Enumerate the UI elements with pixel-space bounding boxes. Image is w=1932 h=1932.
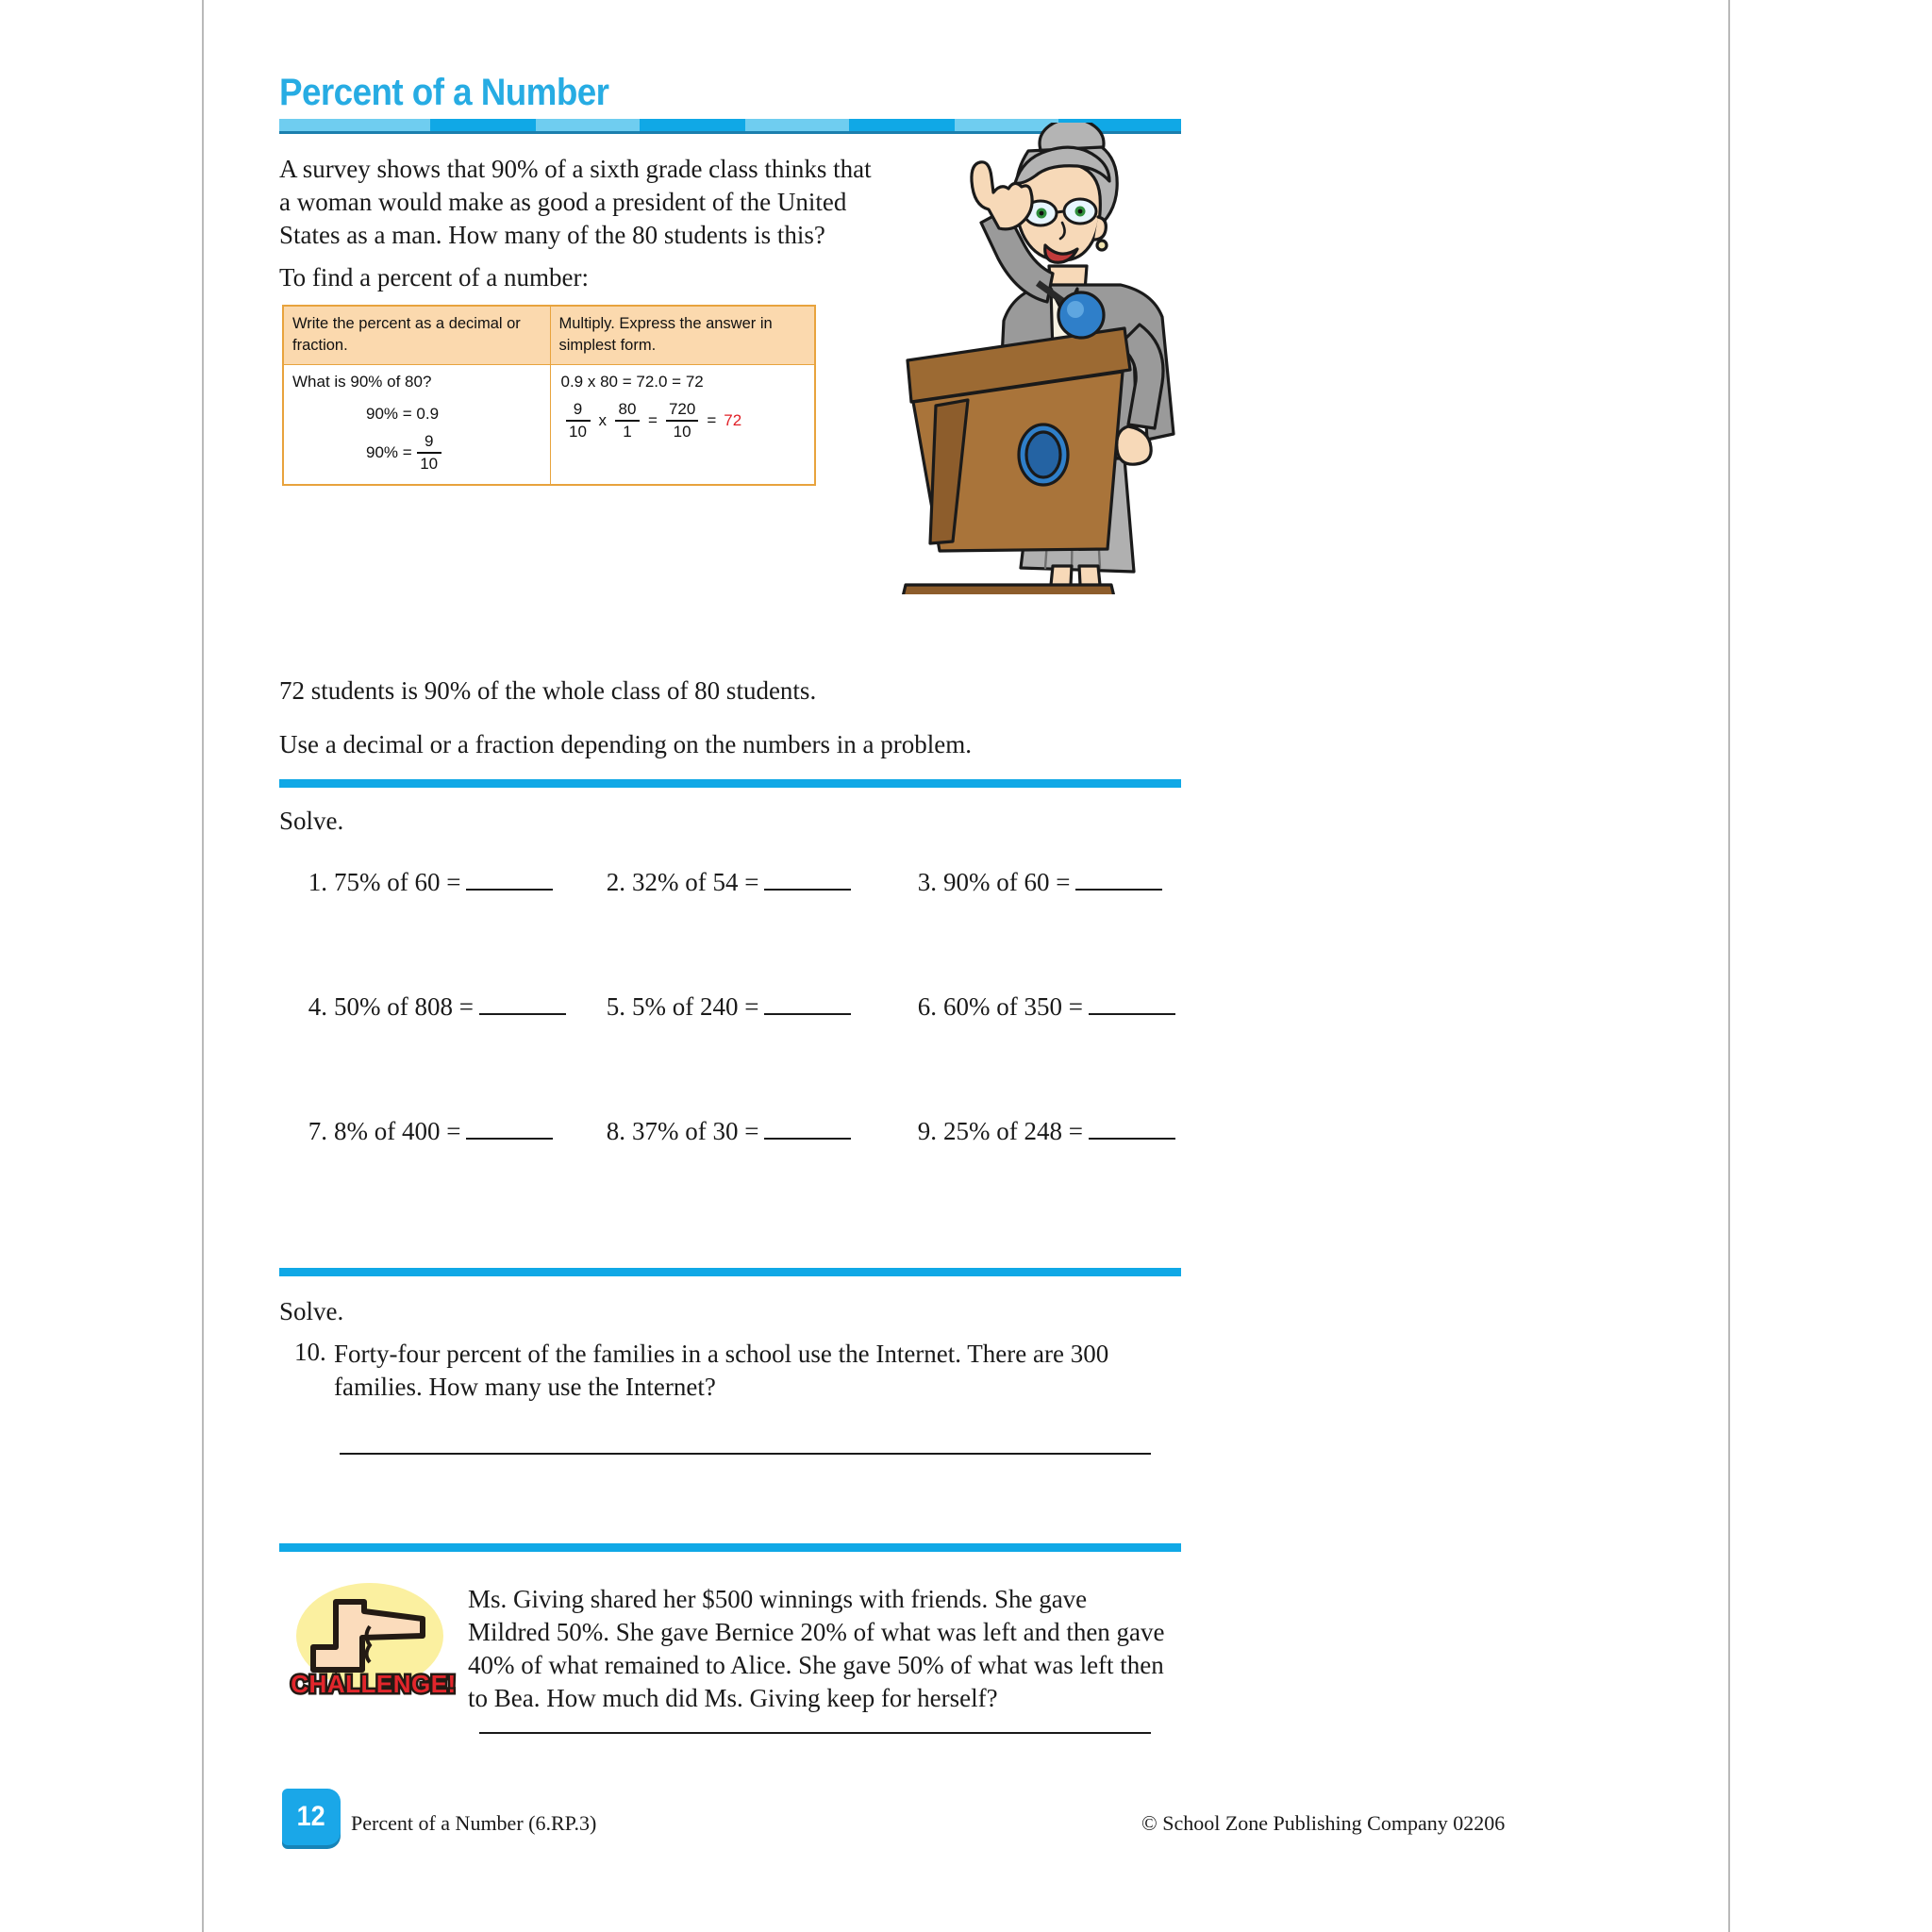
answer-blank[interactable] bbox=[1089, 1117, 1175, 1140]
decimal-conversion: 90% = 0.9 bbox=[366, 405, 440, 423]
exercise-problem: 5% of 240 = bbox=[632, 992, 759, 1021]
exercise-problem: 75% of 60 = bbox=[334, 868, 461, 896]
answer-blank[interactable] bbox=[764, 868, 851, 891]
exercise-problem: 25% of 248 = bbox=[943, 1117, 1083, 1145]
word-problem-answer-line[interactable] bbox=[340, 1453, 1151, 1455]
word-problem-text: Forty-four percent of the families in a school use the Internet. There are 300 families. How many use the Internet? bbox=[334, 1340, 1109, 1401]
word-problem-number: 10. bbox=[294, 1338, 326, 1366]
solve-label-1: Solve. bbox=[279, 807, 344, 835]
final-answer: 72 bbox=[724, 410, 742, 429]
answer-blank[interactable] bbox=[764, 992, 851, 1015]
exercise-item-1[interactable] bbox=[279, 868, 600, 992]
exercise-grid bbox=[279, 868, 1185, 1241]
exercise-number: 7. bbox=[308, 1117, 327, 1145]
exercise-row bbox=[279, 868, 1185, 992]
exercise-item-3[interactable] bbox=[911, 868, 1185, 992]
answer-blank[interactable] bbox=[466, 1117, 553, 1140]
footer-lesson-label: Percent of a Number (6.RP.3) bbox=[351, 1811, 597, 1835]
exercise-number: 5. bbox=[606, 992, 625, 1021]
answer-blank[interactable] bbox=[1089, 992, 1175, 1015]
fraction-multiplication bbox=[559, 401, 807, 441]
exercise-number: 1. bbox=[308, 868, 327, 896]
page-number-tab bbox=[282, 1789, 341, 1845]
challenge-badge-label: CHALLENGE! bbox=[291, 1670, 457, 1698]
challenge-block bbox=[279, 1577, 1185, 1715]
table-body-row bbox=[283, 365, 815, 485]
equals-operator-2: = bbox=[707, 410, 717, 429]
section-divider-2 bbox=[279, 1268, 1181, 1276]
table-header-left: Write the percent as a decimal or fraction. bbox=[283, 306, 550, 365]
exercise-item-9[interactable] bbox=[911, 1117, 1185, 1241]
section-divider-3 bbox=[279, 1543, 1181, 1552]
exercise-problem: 90% of 60 = bbox=[943, 868, 1071, 896]
exercise-item-8[interactable] bbox=[600, 1117, 911, 1241]
table-header-right: Multiply. Express the answer in simplest form. bbox=[550, 306, 815, 365]
exercise-row bbox=[279, 992, 1185, 1117]
fraction-c: $\frac{720}{10}$ bbox=[666, 401, 698, 441]
intro-paragraph: A survey shows that 90% of a sixth grade class thinks that a woman would make as good a president of the United States as a man. How many of the 80 students is this? bbox=[279, 155, 872, 249]
footer-copyright: © School Zone Publishing Company 02206 bbox=[1141, 1811, 1506, 1835]
fraction-a: $\frac{9}{10}$ bbox=[566, 401, 591, 441]
exercise-problem: 60% of 350 = bbox=[943, 992, 1083, 1021]
exercise-number: 4. bbox=[308, 992, 327, 1021]
exercise-item-5[interactable] bbox=[600, 992, 911, 1117]
decimal-multiplication: 0.9 x 80 = 72.0 = 72 bbox=[560, 373, 704, 391]
woman-at-podium-illustration bbox=[887, 123, 1208, 594]
table-cell-left bbox=[283, 365, 550, 485]
challenge-text: Ms. Giving shared her $500 winnings with friends. She gave Mildred 50%. She gave Bernice 20% of what was left and then gave 40% of what remained to Alice. She gave 50% of what was left then to Bea. How much did Ms. Giving keep for herself? bbox=[468, 1585, 1165, 1712]
word-problem-block bbox=[279, 1338, 1185, 1404]
table-cell-right bbox=[550, 365, 815, 485]
fraction-conversion: 90% = $\frac{9}{10}$ bbox=[292, 433, 541, 473]
page-number: 12 bbox=[296, 1801, 326, 1832]
page-title: Percent of a Number bbox=[279, 72, 609, 113]
solve-label-2: Solve. bbox=[279, 1297, 344, 1325]
challenge-answer-line[interactable] bbox=[479, 1732, 1151, 1734]
equals-operator-1: = bbox=[648, 410, 658, 429]
exercise-problem: 50% of 808 = bbox=[334, 992, 474, 1021]
exercise-number: 8. bbox=[606, 1117, 625, 1145]
exercise-number: 9. bbox=[917, 1117, 937, 1145]
section-divider-1 bbox=[279, 779, 1181, 788]
exercise-problem: 37% of 30 = bbox=[632, 1117, 759, 1145]
exercise-item-4[interactable] bbox=[279, 992, 600, 1117]
challenge-badge bbox=[279, 1577, 468, 1707]
exercise-number: 6. bbox=[917, 992, 937, 1021]
exercise-item-6[interactable] bbox=[911, 992, 1185, 1117]
exercise-problem: 32% of 54 = bbox=[632, 868, 759, 896]
answer-blank[interactable] bbox=[479, 992, 566, 1015]
answer-blank[interactable] bbox=[764, 1117, 851, 1140]
exercise-item-7[interactable] bbox=[279, 1117, 600, 1241]
method-table bbox=[282, 305, 816, 486]
times-operator: x bbox=[598, 410, 607, 429]
answer-blank[interactable] bbox=[466, 868, 553, 891]
exercise-item-2[interactable] bbox=[600, 868, 911, 992]
answer-blank[interactable] bbox=[1075, 868, 1162, 891]
fraction-b: $\frac{80}{1}$ bbox=[615, 401, 640, 441]
result-sentence: 72 students is 90% of the whole class of 80 students. bbox=[279, 676, 817, 705]
fraction-nine-tenths: $\frac{9}{10}$ bbox=[417, 433, 441, 473]
exercise-number: 2. bbox=[606, 868, 625, 896]
table-header-row bbox=[283, 306, 815, 365]
exercise-row bbox=[279, 1117, 1185, 1241]
lead-in-text: To find a percent of a number: bbox=[279, 263, 589, 291]
usage-sentence: Use a decimal or a fraction depending on the numbers in a problem. bbox=[279, 730, 973, 758]
exercise-problem: 8% of 400 = bbox=[334, 1117, 461, 1145]
exercise-number: 3. bbox=[917, 868, 937, 896]
example-question: What is 90% of 80? bbox=[292, 373, 432, 391]
